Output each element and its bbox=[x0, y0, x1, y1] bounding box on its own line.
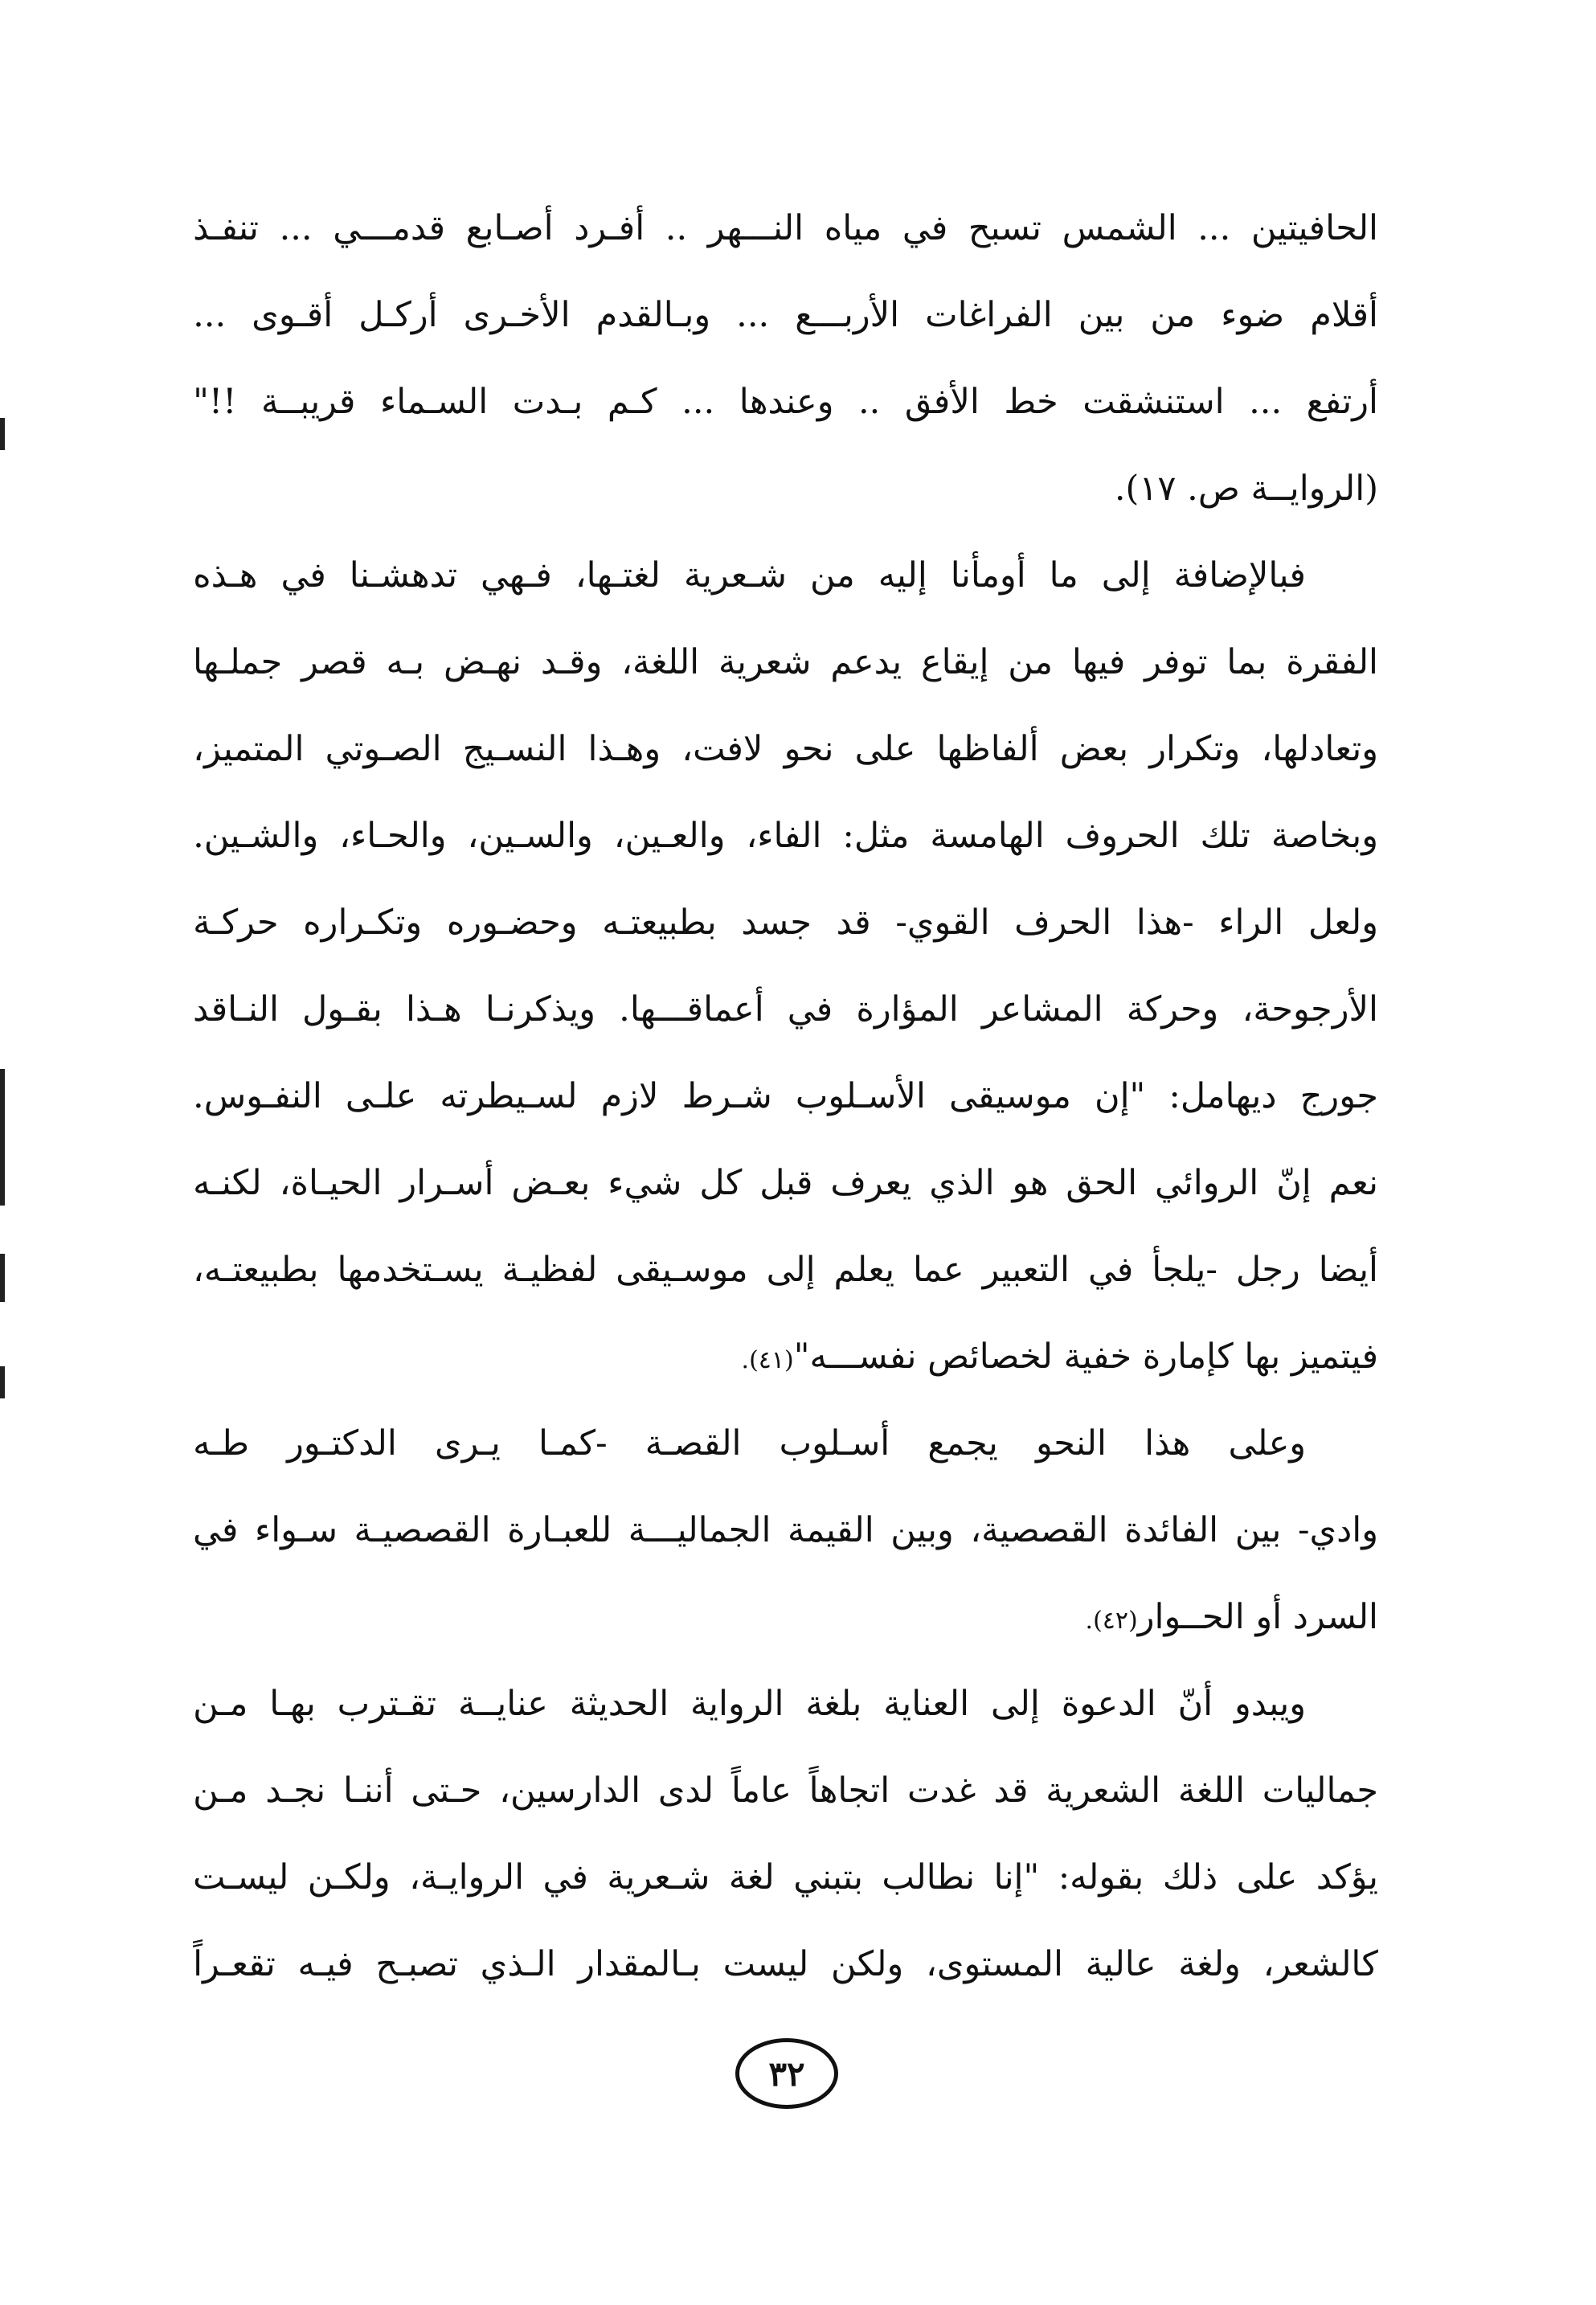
word: وحركة bbox=[1126, 989, 1219, 1030]
line-text bbox=[193, 1400, 1306, 1487]
word: من bbox=[1150, 295, 1196, 335]
word: وعندها bbox=[739, 382, 834, 422]
word: بعـض bbox=[511, 1163, 591, 1203]
word: الأرجوحة، bbox=[1242, 989, 1378, 1030]
word: لافت، bbox=[681, 729, 763, 769]
word: بطبيعتـه، bbox=[193, 1250, 319, 1290]
line-text bbox=[193, 1053, 1378, 1140]
word: المشاعر bbox=[981, 989, 1103, 1030]
word: والشـين. bbox=[193, 816, 319, 856]
line-text: (الروايــة ص. ١٧). bbox=[1114, 469, 1378, 509]
word: قد bbox=[836, 903, 871, 943]
word: خط bbox=[1004, 382, 1058, 422]
word: بتبني bbox=[793, 1857, 863, 1898]
word: وبـالقدم bbox=[595, 295, 711, 335]
word: لكنـه bbox=[193, 1163, 262, 1203]
word: بما bbox=[1226, 642, 1267, 682]
word: الأربـــع bbox=[795, 295, 900, 335]
word: النـــهر bbox=[707, 208, 804, 248]
text-line bbox=[193, 1747, 1378, 1834]
line-text bbox=[193, 272, 1378, 358]
word: في bbox=[193, 1510, 239, 1550]
word: النـاقد bbox=[193, 989, 279, 1030]
word: -كمـا bbox=[538, 1423, 608, 1464]
line-text bbox=[193, 1660, 1306, 1747]
word: الحافيتين bbox=[1250, 208, 1378, 248]
word: السـماء bbox=[380, 382, 489, 422]
word: فيها bbox=[1071, 642, 1126, 682]
word: وبين bbox=[890, 1510, 954, 1550]
word: توفر bbox=[1144, 642, 1208, 682]
word: وحضـوره bbox=[446, 903, 578, 943]
word: على bbox=[1236, 1857, 1298, 1898]
word: بعض bbox=[1059, 729, 1129, 769]
page-number-badge bbox=[735, 2038, 838, 2109]
word: علـى bbox=[345, 1076, 417, 1116]
word: بـه bbox=[386, 642, 425, 682]
word: لغة bbox=[728, 1857, 775, 1898]
word: مـن bbox=[193, 1684, 248, 1724]
word: فيـه bbox=[297, 1944, 354, 1984]
word: شعرية bbox=[718, 642, 812, 682]
word: هذا bbox=[1144, 1423, 1191, 1464]
word: كالشعر، bbox=[1262, 1944, 1378, 1984]
word: أسـلوب bbox=[779, 1423, 890, 1464]
word: إلى bbox=[990, 1684, 1040, 1724]
word: ... bbox=[279, 208, 313, 248]
word: بين bbox=[1078, 295, 1125, 335]
word: بين bbox=[1234, 1510, 1282, 1550]
word: في bbox=[1087, 1250, 1134, 1290]
word: ليسـت bbox=[193, 1857, 289, 1898]
word: شـرط bbox=[681, 1076, 772, 1116]
word: سـواء bbox=[254, 1510, 338, 1550]
word: ما bbox=[1049, 555, 1078, 596]
word: الدكتـور bbox=[287, 1423, 397, 1464]
word: وتكرار bbox=[1149, 729, 1241, 769]
word: الحيـاة، bbox=[279, 1163, 383, 1203]
word: والعـين، bbox=[613, 816, 726, 856]
word: شـعرية bbox=[607, 1857, 710, 1898]
line-text: السرد أو الحــوار bbox=[1137, 1597, 1378, 1637]
word: قبل bbox=[759, 1163, 813, 1203]
word: للعبـارة bbox=[507, 1510, 612, 1550]
line-text bbox=[193, 706, 1378, 792]
word: نعم bbox=[1328, 1163, 1378, 1203]
line-text bbox=[193, 1747, 1378, 1834]
word: إنّ bbox=[1276, 1163, 1312, 1203]
word: الروائي bbox=[1154, 1163, 1259, 1203]
word: اتجاهاً bbox=[808, 1771, 890, 1811]
word: العناية bbox=[883, 1684, 970, 1724]
word: الصـوتي bbox=[325, 729, 442, 769]
word: الـذي bbox=[480, 1944, 556, 1984]
word: كل bbox=[699, 1163, 743, 1203]
word: أيضا bbox=[1318, 1250, 1378, 1290]
word: أقلام bbox=[1310, 295, 1378, 335]
word: وعلى bbox=[1228, 1423, 1306, 1464]
word: إليه bbox=[878, 555, 927, 596]
word: الحرف bbox=[1014, 903, 1112, 943]
word: قدمـــي bbox=[333, 208, 445, 248]
line-text bbox=[193, 1140, 1378, 1226]
word: يؤكد bbox=[1316, 1857, 1378, 1898]
word: في bbox=[902, 208, 948, 248]
word: ... bbox=[193, 295, 227, 335]
word: "إنا bbox=[993, 1857, 1040, 1898]
word: استنشقت bbox=[1082, 382, 1225, 422]
word: جماليات bbox=[1262, 1771, 1378, 1811]
line-text bbox=[193, 792, 1378, 879]
word: الحق bbox=[1066, 1163, 1138, 1203]
word: أنّ bbox=[1177, 1684, 1213, 1724]
word: تقعـراً bbox=[193, 1944, 276, 1984]
word: الحروف bbox=[1065, 816, 1180, 856]
text-line bbox=[193, 1921, 1378, 2008]
word: .. bbox=[665, 208, 688, 248]
word: حـتى bbox=[411, 1771, 482, 1811]
line-text bbox=[193, 1226, 1378, 1313]
word: الشمس bbox=[1062, 208, 1177, 248]
word: أقـوى bbox=[252, 295, 334, 335]
line-text bbox=[193, 358, 1378, 445]
word: الأسـلوب bbox=[795, 1076, 926, 1116]
word: ... bbox=[1249, 382, 1283, 422]
word: الفائدة bbox=[1124, 1510, 1219, 1550]
word: المتميز، bbox=[193, 729, 305, 769]
word: والحـاء، bbox=[339, 816, 447, 856]
word: تقـترب bbox=[337, 1684, 437, 1724]
line-text bbox=[193, 1834, 1378, 1921]
word: الدارسين، bbox=[499, 1771, 641, 1811]
word: أصـابع bbox=[465, 208, 554, 248]
word: القصصية، bbox=[970, 1510, 1108, 1550]
word: نهـض bbox=[443, 642, 522, 682]
word: جملـها bbox=[193, 642, 283, 682]
word: لفظيـة bbox=[501, 1250, 598, 1290]
scan-edge-mark bbox=[0, 1254, 5, 1302]
scan-edge-mark bbox=[0, 418, 5, 450]
word: الفقرة bbox=[1286, 642, 1378, 682]
word: يـرى bbox=[434, 1423, 501, 1464]
word: في bbox=[280, 555, 326, 596]
word: تسبح bbox=[968, 208, 1041, 248]
word: نطالب bbox=[882, 1857, 976, 1898]
word: أننـا bbox=[342, 1771, 394, 1811]
text-line bbox=[193, 1226, 1378, 1313]
word: أسـرار bbox=[399, 1163, 494, 1203]
word: وادي- bbox=[1297, 1510, 1378, 1550]
word: موسـيقى bbox=[616, 1250, 748, 1290]
text-line bbox=[193, 966, 1378, 1053]
word: وهـذا bbox=[587, 729, 661, 769]
word: موسيقى bbox=[949, 1076, 1071, 1116]
word: والسـين، bbox=[467, 816, 593, 856]
word: ضوء bbox=[1221, 295, 1285, 335]
word: ولعل bbox=[1307, 903, 1378, 943]
word: شيء bbox=[608, 1163, 682, 1203]
word: يسـتخدمها bbox=[337, 1250, 484, 1290]
word: لازم bbox=[600, 1076, 659, 1116]
word: عاماً bbox=[730, 1771, 792, 1811]
word: بـدت bbox=[512, 382, 583, 422]
word: المؤارة bbox=[856, 989, 959, 1030]
text-line bbox=[193, 1487, 1378, 1574]
text-line bbox=[193, 1400, 1378, 1487]
word: -هذا bbox=[1136, 903, 1194, 943]
text-line bbox=[193, 706, 1378, 792]
word: ليست bbox=[722, 1944, 809, 1984]
word: بقـول bbox=[302, 989, 383, 1030]
word: هو bbox=[1012, 1163, 1049, 1203]
word: الدعوة bbox=[1061, 1684, 1156, 1724]
word: الفراغات bbox=[925, 295, 1053, 335]
word: مـن bbox=[193, 1771, 248, 1811]
scan-edge-mark bbox=[0, 1069, 5, 1206]
word: ديهامل: bbox=[1168, 1076, 1277, 1116]
word: وتعادلها، bbox=[1261, 729, 1378, 769]
word: هـذه bbox=[193, 555, 258, 596]
word: بـالمقدار bbox=[578, 1944, 701, 1984]
word: ويذكرنـا bbox=[485, 989, 596, 1030]
word: كـم bbox=[607, 382, 657, 422]
word: ولكـن bbox=[307, 1857, 391, 1898]
word: النسـيج bbox=[462, 729, 567, 769]
word: اللغة bbox=[1177, 1771, 1246, 1811]
word: يدعم bbox=[830, 642, 902, 682]
word: شـعرية bbox=[683, 555, 788, 596]
text-line bbox=[193, 1660, 1378, 1747]
page-number: ٣٢ bbox=[768, 2053, 805, 2094]
word: أومأنا bbox=[950, 555, 1026, 596]
word: ... bbox=[681, 382, 715, 422]
word: يجمع bbox=[927, 1423, 998, 1464]
text-line bbox=[193, 1140, 1378, 1226]
text-line bbox=[193, 358, 1378, 445]
line-text bbox=[193, 1921, 1378, 2008]
word: إلى bbox=[1101, 555, 1151, 596]
word: تدهشـنا bbox=[349, 555, 458, 596]
line-text bbox=[193, 966, 1378, 1053]
word: الحديثة bbox=[569, 1684, 669, 1724]
word: لغتـها، bbox=[575, 555, 661, 596]
word: نحو bbox=[784, 729, 834, 769]
word: الهامسة bbox=[930, 816, 1045, 856]
word: المستوى، bbox=[925, 1944, 1063, 1984]
word: أرتفع bbox=[1306, 382, 1378, 422]
word: تلك bbox=[1200, 816, 1250, 856]
word: قريبــة bbox=[260, 382, 356, 422]
word: جورج bbox=[1299, 1076, 1378, 1116]
word: بهـا bbox=[269, 1684, 316, 1724]
word: غدت bbox=[906, 1771, 976, 1811]
word: وقـد bbox=[540, 642, 603, 682]
text-line bbox=[193, 879, 1378, 966]
text-line bbox=[193, 1834, 1378, 1921]
word: ألفاظها bbox=[936, 729, 1039, 769]
word: وتكـراره bbox=[303, 903, 423, 943]
scan-edge-mark bbox=[0, 1366, 5, 1398]
word: إيقاع bbox=[920, 642, 989, 682]
word: هـذا bbox=[405, 989, 462, 1030]
word: التعبير bbox=[982, 1250, 1070, 1290]
word: تنفـذ bbox=[193, 208, 259, 248]
word: بلغة bbox=[805, 1684, 862, 1724]
word: فـهي bbox=[481, 555, 552, 596]
line-text bbox=[193, 879, 1378, 966]
line-text: فيتميز بها كإمارة خفية لخصائص نفســـه" bbox=[793, 1337, 1378, 1377]
line-text bbox=[193, 619, 1378, 706]
line-text bbox=[193, 532, 1306, 619]
word: الجماليـــة bbox=[628, 1510, 771, 1550]
text-line: السرد أو الحــوار (٤٢). bbox=[193, 1574, 1378, 1660]
word: -يلجأ bbox=[1152, 1250, 1217, 1290]
word: مياه bbox=[824, 208, 882, 248]
word: من bbox=[1008, 642, 1054, 682]
word: قصر bbox=[301, 642, 367, 682]
word: الفاء، bbox=[746, 816, 822, 856]
word: الراء bbox=[1218, 903, 1284, 943]
word: ويبدو bbox=[1234, 1684, 1306, 1724]
word: أعماقـــها. bbox=[619, 989, 764, 1030]
word: لدى bbox=[657, 1771, 714, 1811]
word: عالية bbox=[1085, 1944, 1156, 1984]
text-line bbox=[193, 445, 1378, 532]
word: عنايــة bbox=[457, 1684, 548, 1724]
word: طـه bbox=[193, 1423, 249, 1464]
word: "إن bbox=[1094, 1076, 1146, 1116]
word: ذلك bbox=[1162, 1857, 1218, 1898]
text-line bbox=[193, 792, 1378, 879]
word: الأفق bbox=[904, 382, 980, 422]
text-line bbox=[193, 1053, 1378, 1140]
word: فبالإضافة bbox=[1173, 555, 1306, 596]
line-text bbox=[193, 185, 1378, 272]
line-text bbox=[193, 1487, 1378, 1574]
word: رجل bbox=[1235, 1250, 1300, 1290]
word: النحو bbox=[1035, 1423, 1107, 1464]
word: القصـة bbox=[645, 1423, 742, 1464]
word: ... bbox=[736, 295, 770, 335]
word: حركـة bbox=[193, 903, 279, 943]
word: يعلم bbox=[833, 1250, 895, 1290]
word: ولكن bbox=[830, 1944, 904, 1984]
text-line bbox=[193, 185, 1378, 272]
word: .. bbox=[858, 382, 881, 422]
word: ... bbox=[1197, 208, 1231, 248]
word: أفـرد bbox=[574, 208, 645, 248]
word: !!" bbox=[193, 382, 237, 422]
word: جسد bbox=[741, 903, 812, 943]
word: في bbox=[787, 989, 833, 1030]
word: القصصيـة bbox=[354, 1510, 491, 1550]
word: الأخـرى bbox=[463, 295, 571, 335]
word: الروايـة، bbox=[409, 1857, 525, 1898]
text-line bbox=[193, 619, 1378, 706]
word: القوي- bbox=[895, 903, 990, 943]
word: في bbox=[542, 1857, 588, 1898]
word: الرواية bbox=[690, 1684, 784, 1724]
word: إلى bbox=[766, 1250, 816, 1290]
word: يعرف bbox=[830, 1163, 912, 1203]
word: لسـيطرته bbox=[440, 1076, 578, 1116]
word: الذي bbox=[929, 1163, 995, 1203]
word: بقوله: bbox=[1058, 1857, 1144, 1898]
word: عما bbox=[913, 1250, 964, 1290]
word: وبخاصة bbox=[1271, 816, 1378, 856]
word: نجـد bbox=[265, 1771, 326, 1811]
text-line: فيتميز بها كإمارة خفية لخصائص نفســـه" (٤١). bbox=[193, 1313, 1378, 1400]
word: مثل: bbox=[842, 816, 910, 856]
word: على bbox=[854, 729, 916, 769]
word: تصبـح bbox=[375, 1944, 458, 1984]
word: الشعرية bbox=[1046, 1771, 1161, 1811]
text-line bbox=[193, 272, 1378, 358]
word: من bbox=[810, 555, 855, 596]
word: ولغة bbox=[1178, 1944, 1241, 1984]
text-line bbox=[193, 532, 1378, 619]
word: اللغة، bbox=[621, 642, 700, 682]
word: القيمة bbox=[788, 1510, 874, 1550]
word: بطبيعتـه bbox=[602, 903, 717, 943]
word: قد bbox=[993, 1771, 1029, 1811]
word: أركـل bbox=[358, 295, 438, 335]
word: النفـوس. bbox=[193, 1076, 322, 1116]
body-text bbox=[193, 185, 1378, 2008]
